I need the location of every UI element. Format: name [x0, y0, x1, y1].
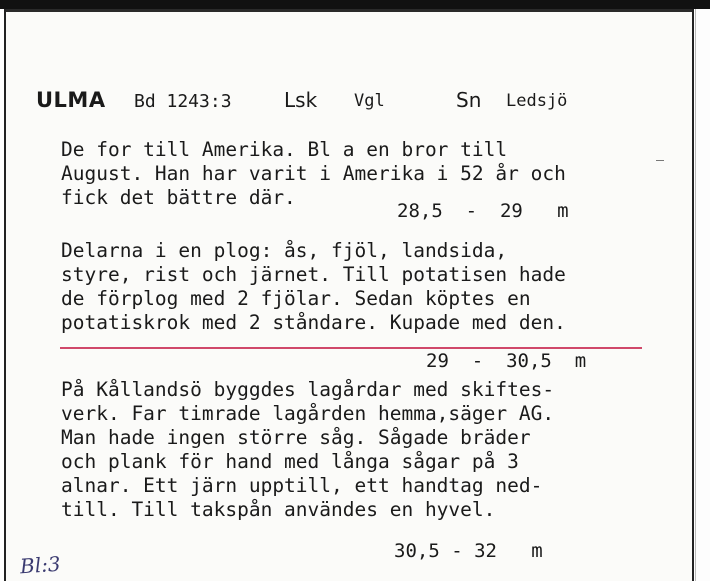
text-line: de förplog med 2 fjölar. Sedan köptes en	[61, 287, 531, 310]
card-edge-strip	[695, 9, 710, 581]
institution-label: ULMA	[36, 88, 106, 112]
text-line: styre, rist och järnet. Till potatisen hade	[61, 263, 566, 286]
paragraph-1	[61, 138, 661, 210]
card-header	[36, 88, 690, 118]
text-line: August. Han har varit i Amerika i 52 år och	[61, 162, 566, 185]
card-top-band	[0, 0, 710, 9]
text-line: På Kållandsö byggdes lagårdar med skiftes-	[61, 378, 555, 401]
sn-value: Ledsjö	[506, 91, 568, 111]
lsk-label: Lsk	[284, 88, 318, 112]
text-line: och plank för hand med långa sågar på 3	[61, 450, 519, 473]
text-line: potatiskrok med 2 ståndare. Kupade med den.	[61, 311, 566, 334]
tape-reference-3: 30,5 - 32 m	[394, 540, 543, 562]
sn-label: Sn	[456, 88, 482, 112]
tape-reference-2: 29 - 30,5 m	[426, 350, 587, 372]
handwritten-note: Bl:3	[19, 551, 62, 579]
text-line: alnar. Ett järn upptill, ett handtag ned-	[61, 474, 543, 497]
text-line: Delarna i en plog: ås, fjöl, landsida,	[61, 239, 508, 262]
tape-reference-1: 28,5 - 29 m	[397, 200, 569, 222]
card-border-top	[6, 9, 692, 12]
text-line: till. Till takspån användes en hyvel.	[61, 498, 496, 521]
text-line: fick det bättre där.	[61, 186, 296, 209]
paragraph-2	[61, 239, 661, 335]
text-line: De for till Amerika. Bl a en bror till	[61, 138, 508, 161]
lsk-value: Vgl	[354, 91, 385, 111]
text-line: verk. Far timrade lagården hemma,säger AG.	[61, 402, 555, 425]
record-id: Bd 1243:3	[134, 91, 232, 112]
paragraph-3	[61, 378, 661, 522]
text-line: Man hade ingen större såg. Sågade bräder	[61, 426, 531, 449]
